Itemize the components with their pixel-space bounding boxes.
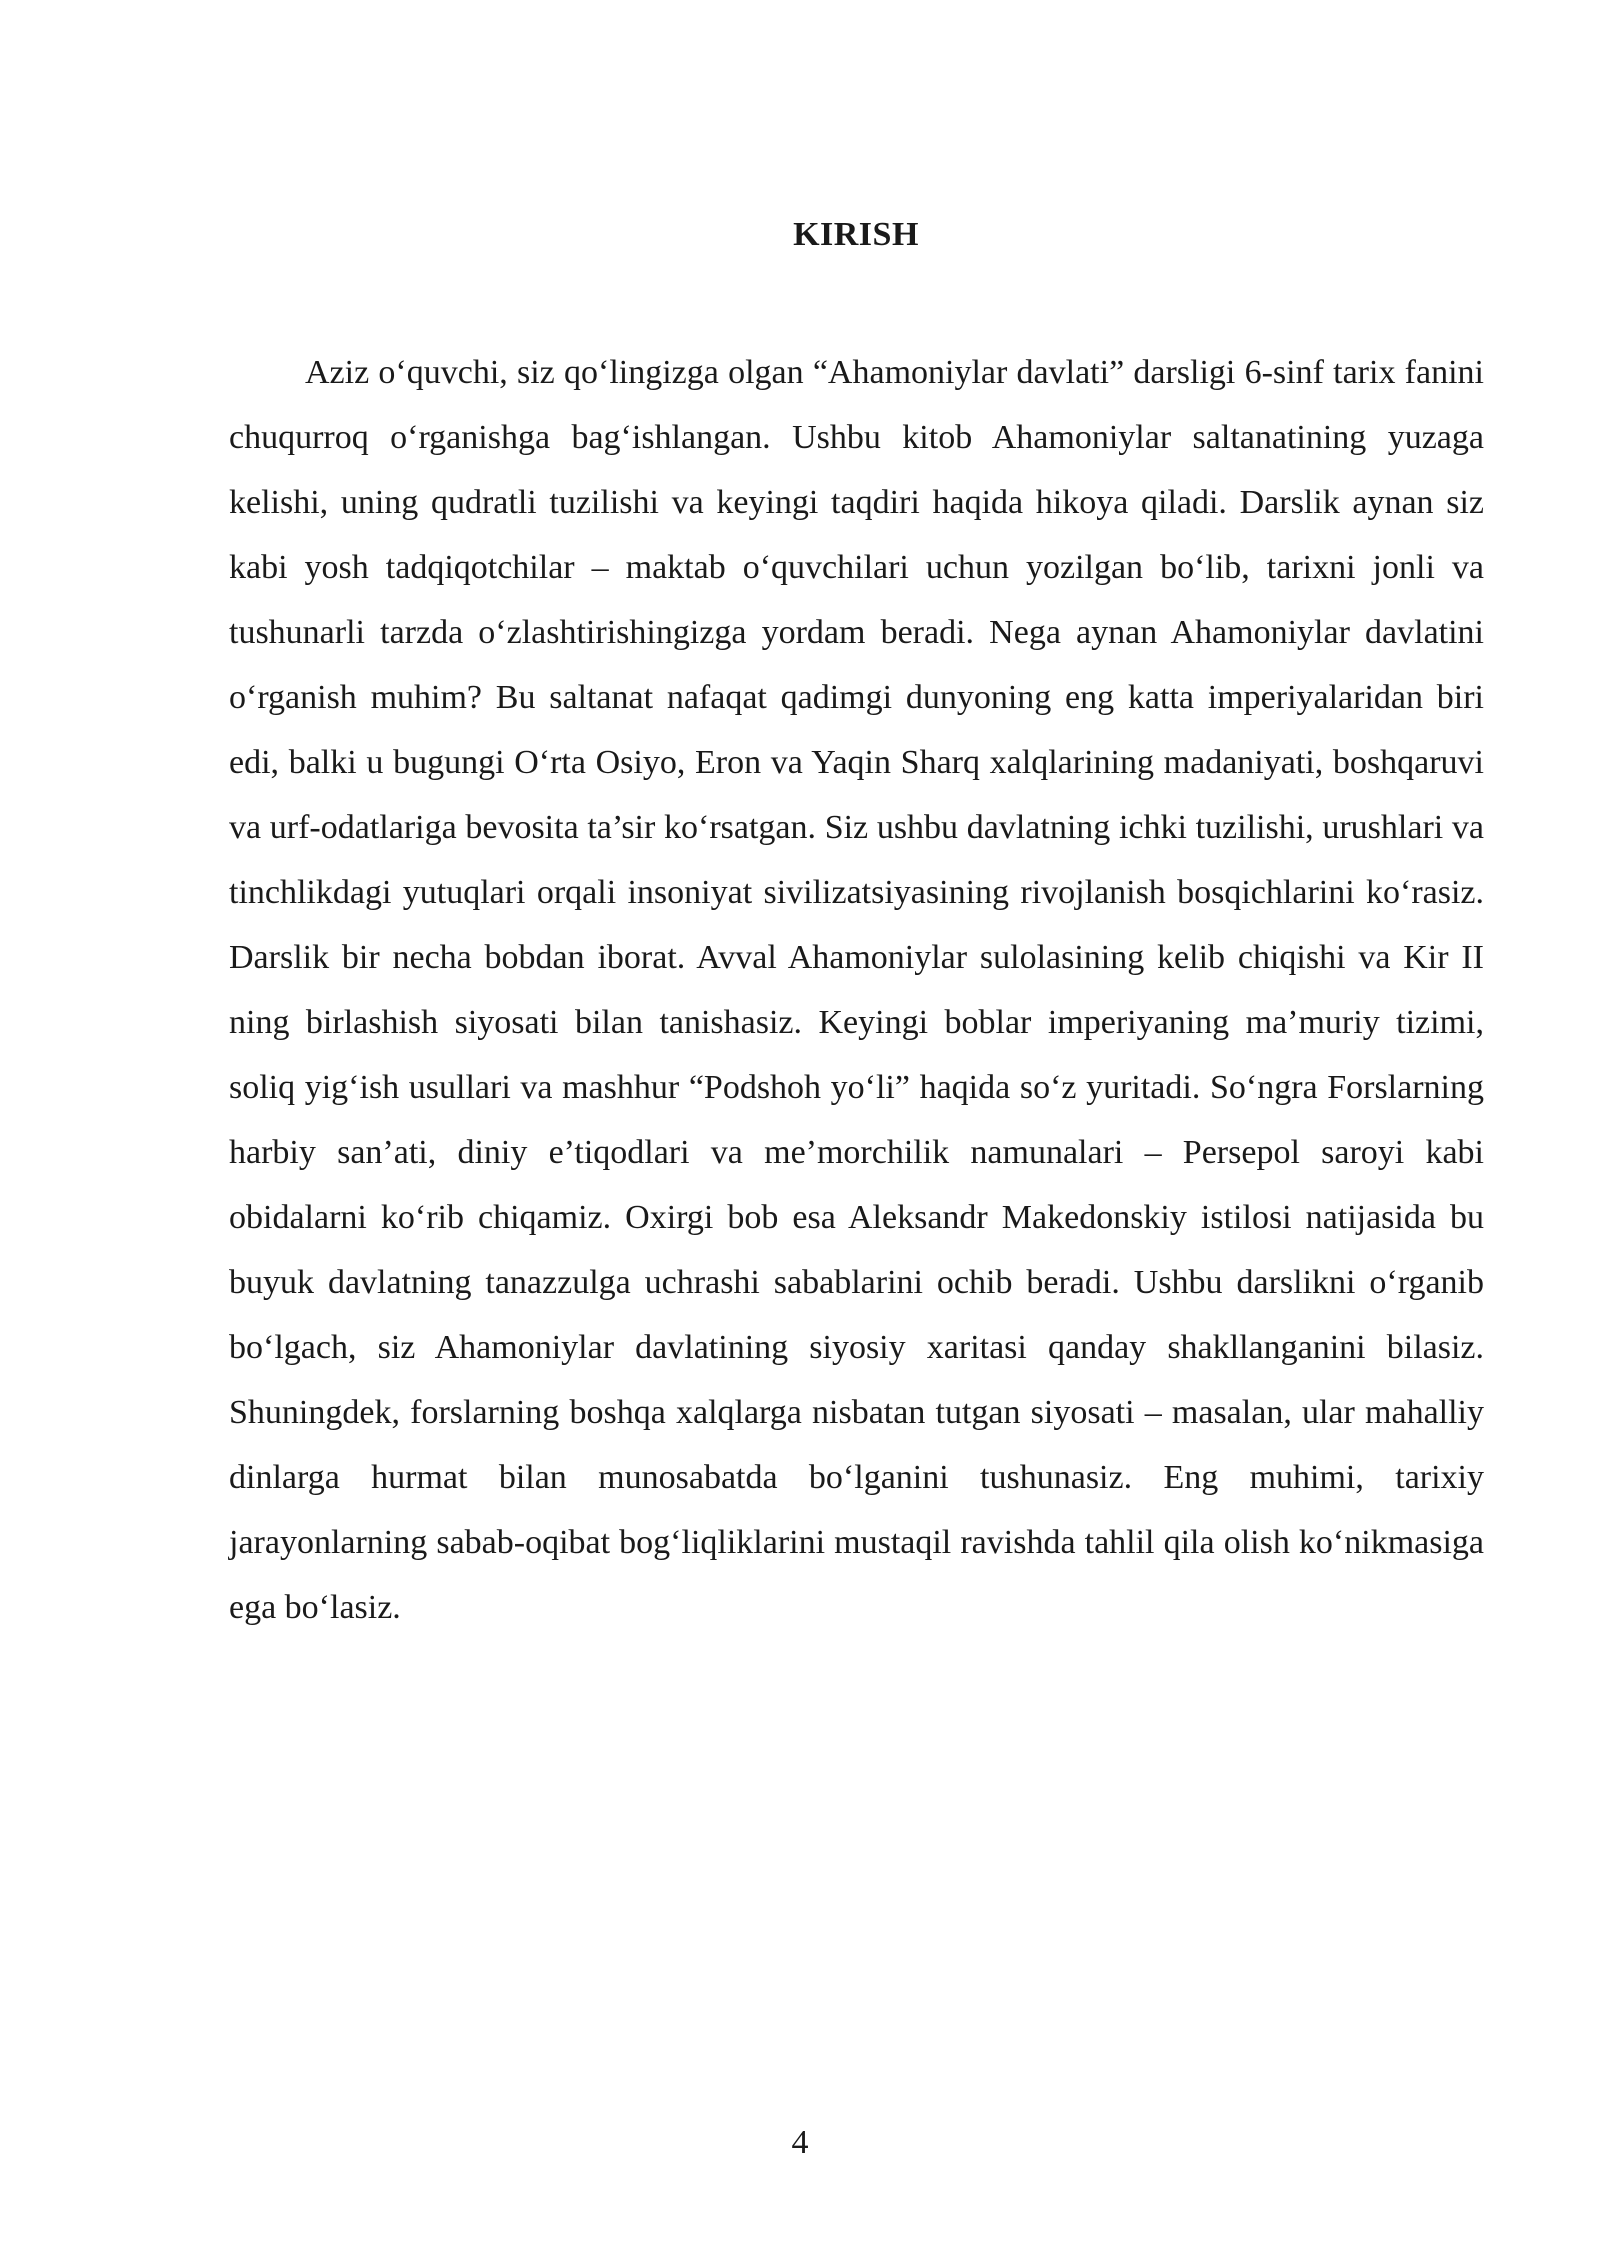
page-title: KIRISH xyxy=(793,216,919,253)
body-paragraph: Aziz o‘quvchi, siz qo‘lingizga olgan “Ahamoniylar davlati” darsligi 6-sinf tarix fanini chuqurroq o‘rganishga bag‘ishlangan. Ushbu kitob Ahamoniylar saltanatining yuzaga kelishi, uning qudratli tuzilishi va keyingi taqdiri haqida hikoya qiladi. Darslik aynan siz kabi yosh tadqiqotchilar – maktab o‘quvchilari uchun yozilgan bo‘lib, tarixni jonli va tushunarli tarzda o‘zlashtirishingizga yordam beradi. Nega aynan Ahamoniylar davlatini o‘rganish muhim? Bu saltanat nafaqat qadimgi dunyoning eng katta imperiyalaridan biri edi, balki u bugungi O‘rta Osiyo, Eron va Yaqin Sharq xalqlarining madaniyati, boshqaruvi va urf-odatlariga bevosita ta’sir ko‘rsatgan. Siz ushbu davlatning ichki tuzilishi, urushlari va tinchlikdagi yutuqlari orqali insoniyat sivilizatsiyasining rivojlanish bosqichlarini ko‘rasiz. Darslik bir necha bobdan iborat. Avval Ahamoniylar sulolasining kelib chiqishi va Kir II ning birlashish siyosati bilan tanishasiz. Keyingi boblar imperiyaning ma’muriy tizimi, soliq yig‘ish usullari va mashhur “Podshoh yo‘li” haqida so‘z yuritadi. So‘ngra Forslarning harbiy san’ati, diniy e’tiqodlari va me’morchilik namunalari – Persepol saroyi kabi obidalarni ko‘rib chiqamiz. Oxirgi bob esa Aleksandr Makedonskiy istilosi natijasida bu buyuk davlatning tanazzulga uchrashi sabablarini ochib beradi. Ushbu darslikni o‘rganib bo‘lgach, siz Ahamoniylar davlatining siyosiy xaritasi qanday shakllanganini bilasiz. Shuningdek, forslarning boshqa xalqlarga nisbatan tutgan siyosati – masalan, ular mahalliy dinlarga hurmat bilan munosabatda bo‘lganini tushunasiz. Eng muhimi, tarixiy jarayonlarning sabab-oqibat bog‘liqliklarini mustaqil ravishda tahlil qila olish ko‘nikmasiga ega bo‘lasiz. xyxy=(229,354,1484,1626)
page-number: 4 xyxy=(791,2124,809,2161)
